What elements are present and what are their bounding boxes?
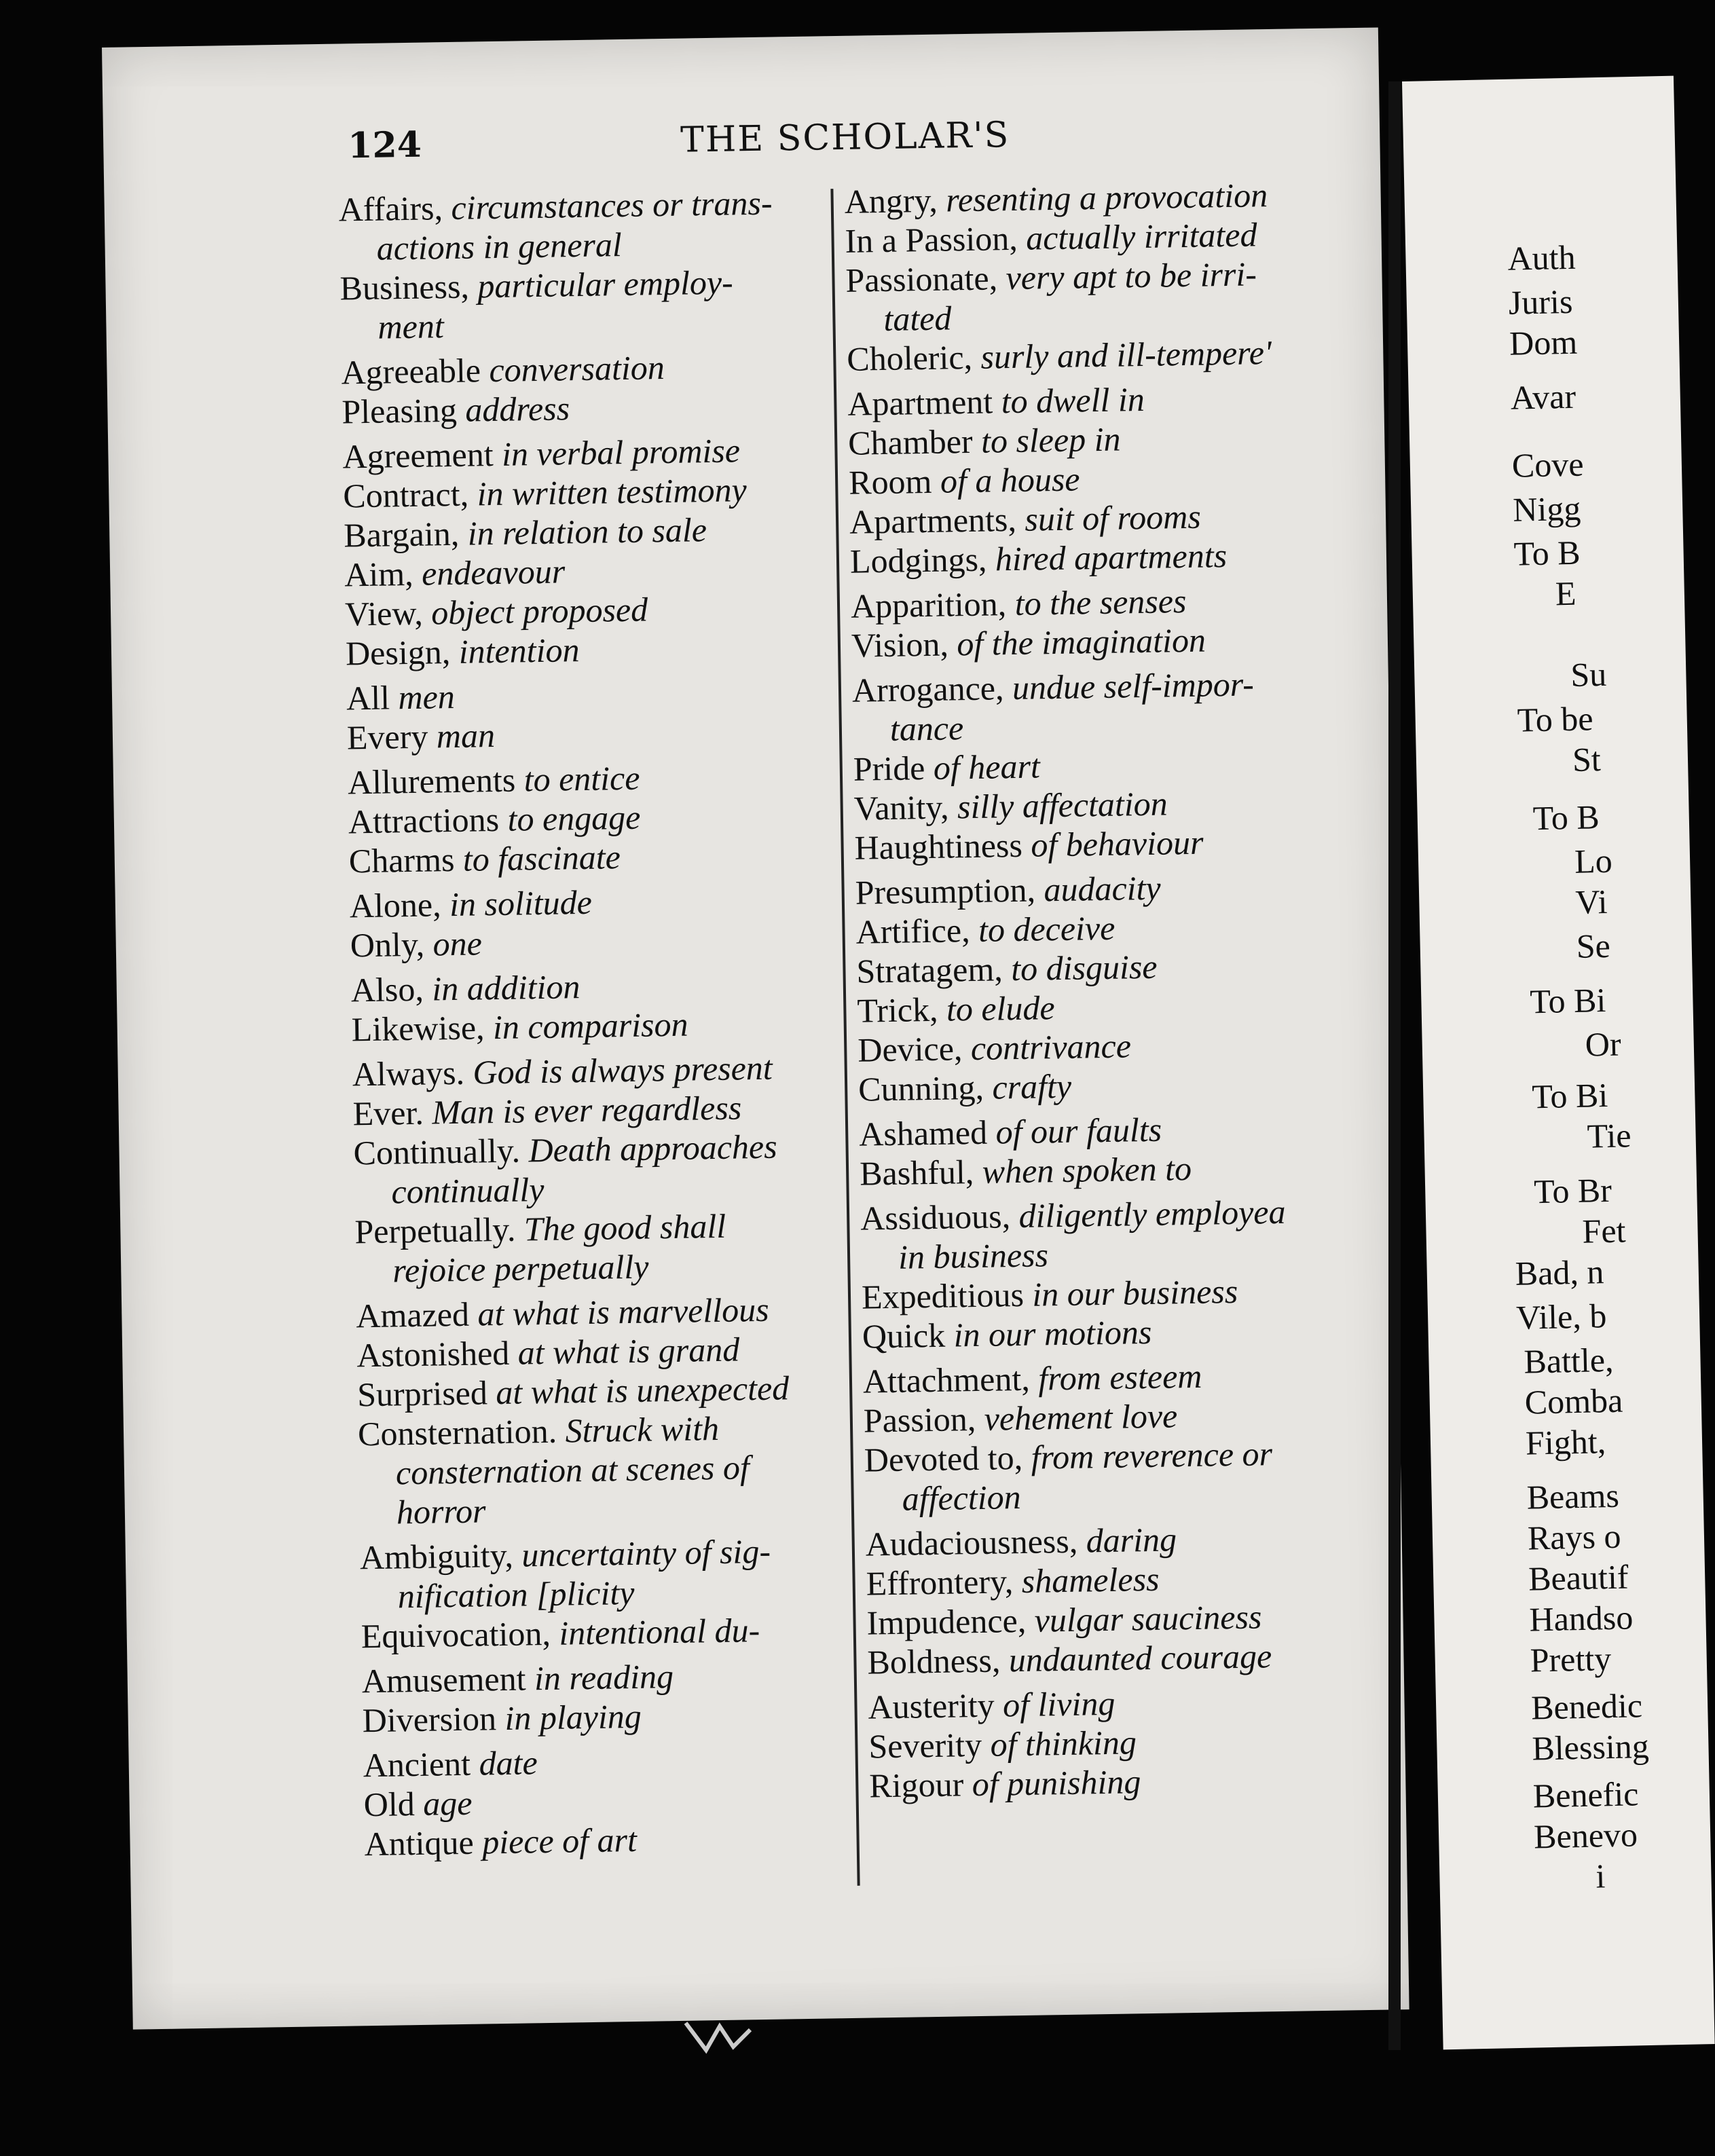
entry-line [858, 1060, 1443, 1109]
entry-gloss: contrivance [961, 1026, 1132, 1068]
scratch-mark-icon [679, 2009, 760, 2057]
entry-continuation: tated [883, 299, 952, 338]
entry-gloss: conversation [480, 348, 665, 390]
entry-headword: Amusement [361, 1659, 526, 1700]
entry-headword: Passionate, [845, 259, 998, 299]
entry-headword: Affairs, [338, 189, 443, 229]
entry-headword: Business, [339, 267, 470, 308]
entry-gloss: piece of art [473, 1820, 638, 1861]
entry-headword: Design, [345, 633, 451, 673]
entry-headword: Audaciousness, [865, 1521, 1078, 1563]
entry-line [851, 616, 1436, 665]
facing-page-fragment: To Bi [1529, 981, 1606, 1021]
entry-gloss: of the imagination [948, 620, 1206, 663]
facing-page-fragment: i [1595, 1857, 1606, 1895]
right-column [844, 172, 1453, 1805]
facing-page-fragment: To B [1513, 533, 1581, 573]
facing-page-fragment: Avar [1510, 377, 1576, 417]
entry-headword: Continually. [353, 1131, 521, 1172]
facing-page-fragment: Lo [1574, 841, 1613, 880]
entry-gloss: at what is marvellous [468, 1290, 770, 1333]
facing-page-fragment: Beautif [1528, 1557, 1629, 1598]
entry-continuation: continually [391, 1170, 545, 1211]
entry-gloss: in solitude [441, 882, 593, 924]
entry-headword: Expeditious [861, 1275, 1025, 1316]
entry-line [867, 1633, 1452, 1682]
entry-gloss: vehement love [975, 1396, 1178, 1438]
entry-gloss: uncertainty of sig- [513, 1531, 771, 1574]
entry-gloss: in playing [496, 1696, 642, 1738]
book-page [102, 27, 1409, 2029]
entry-gloss: particular employ- [468, 263, 734, 305]
entry-continuation: rejoice perpetually [392, 1247, 649, 1290]
entry-gloss: one [424, 924, 483, 963]
facing-page-fragment: To Bi [1531, 1075, 1608, 1116]
entry-headword: Lodgings, [849, 540, 987, 580]
entry-headword: Passion, [863, 1400, 976, 1440]
entry-headword: Arrogance, [851, 669, 1004, 709]
entry-headword: Austerity [868, 1686, 995, 1726]
entry-gloss: suit of rooms [1016, 497, 1202, 538]
book-gutter [1388, 81, 1401, 2050]
entry-line [869, 1757, 1454, 1806]
entry-gloss: circumstances or trans- [442, 183, 773, 227]
entry-line [346, 625, 930, 673]
entry-gloss: to engage [498, 798, 641, 838]
entry-gloss: in comparison [484, 1005, 688, 1047]
entry-headword: Cunning, [858, 1068, 984, 1109]
facing-page-fragment: Cove [1511, 445, 1584, 485]
entry-headword: Presumption, [855, 870, 1036, 912]
facing-page-fragment: Tie [1587, 1116, 1632, 1155]
entry-headword: Ancient [363, 1744, 471, 1785]
entry-line [862, 1307, 1447, 1356]
entry-gloss: to dwell in [992, 379, 1145, 421]
entry-headword: Antique [364, 1823, 475, 1863]
facing-page-fragment: Bad, n [1515, 1252, 1604, 1293]
entry-headword: Old [363, 1785, 416, 1824]
entry-headword: Diversion [362, 1699, 497, 1740]
entry-headword: Alone, [349, 885, 442, 925]
entry-gloss: of living [994, 1684, 1115, 1724]
entry-gloss: crafty [983, 1066, 1072, 1107]
entry-gloss: to disguise [1002, 947, 1158, 988]
facing-page-fragment: Auth [1507, 238, 1576, 278]
entry-gloss: to entice [515, 758, 640, 799]
entry-headword: Impudence, [866, 1601, 1027, 1642]
entry-line [342, 383, 926, 432]
entry-headword: Perpetually. [354, 1210, 516, 1251]
entry-headword: Vanity, [853, 787, 949, 828]
entry-line [348, 832, 933, 881]
entry-headword: Severity [868, 1725, 982, 1766]
entry-continuation: consternation at scenes of [395, 1448, 750, 1492]
entry-headword: Amazed [355, 1295, 470, 1335]
facing-page-fragment: Pretty [1530, 1639, 1612, 1679]
running-head: THE SCHOLAR'S [680, 115, 1010, 161]
entry-line [350, 916, 934, 965]
entry-gloss: surly and ill-tempere' [972, 333, 1272, 376]
entry-headword: Consternation. [357, 1411, 557, 1453]
facing-page-fragment: Se [1576, 926, 1611, 965]
facing-page-fragment: Dom [1509, 322, 1578, 363]
facing-page-fragment: Su [1570, 654, 1607, 694]
entry-continuation: tance [889, 709, 964, 748]
entry-gloss: in relation to sale [458, 510, 707, 553]
entry-gloss: from esteem [1029, 1356, 1202, 1398]
entry-headword: Agreement [342, 435, 494, 476]
entry-gloss: vulgar sauciness [1025, 1597, 1262, 1639]
facing-page-fragment: E [1555, 574, 1576, 613]
entry-gloss: address [456, 389, 570, 429]
entry-line [340, 299, 925, 348]
entry-gloss: man [427, 716, 496, 756]
entry-headword: Assiduous, [860, 1197, 1011, 1238]
entry-headword: Devoted to, [864, 1438, 1023, 1479]
entry-headword: Every [346, 717, 428, 757]
entry-headword: Attachment, [862, 1359, 1031, 1400]
entry-gloss: in reading [525, 1657, 674, 1698]
entry-headword: Also, [350, 969, 424, 1009]
entry-headword: Effrontery, [866, 1562, 1014, 1603]
entry-continuation: affection [902, 1478, 1022, 1518]
entry-headword: Always. [352, 1053, 465, 1094]
entry-gloss: actually irritated [1017, 215, 1257, 257]
entry-headword: Only, [350, 925, 425, 965]
facing-page-fragment: Fet [1581, 1211, 1627, 1250]
entry-continuation: actions in general [376, 225, 623, 267]
entry-headword: Allurements [347, 760, 516, 802]
entry-headword: View, [344, 593, 424, 633]
facing-page [1402, 76, 1715, 2050]
entry-gloss: of punishing [963, 1762, 1141, 1804]
entry-gloss: object proposed [422, 590, 648, 632]
entry-line [361, 1607, 945, 1656]
entry-line [864, 1470, 1449, 1519]
facing-page-fragment: Juris [1508, 282, 1573, 322]
facing-page-fragment: Handso [1528, 1598, 1634, 1639]
entry-headword: Trick, [856, 990, 938, 1030]
entry-headword: Contract, [342, 475, 469, 515]
entry-headword: Pleasing [342, 390, 458, 431]
entry-headword: Apartments, [849, 500, 1017, 541]
entry-gloss: of behaviour [1022, 823, 1204, 864]
entry-line [860, 1145, 1444, 1193]
entry-headword: Pride [853, 749, 925, 788]
entry-headword: Ashamed [858, 1113, 988, 1153]
facing-page-fragment: To Br [1533, 1170, 1612, 1211]
entry-headword: Haughtiness [854, 825, 1023, 867]
entry-continuation: ment [377, 307, 445, 346]
entry-headword: Surprised [356, 1373, 488, 1414]
entry-headword: Likewise, [351, 1008, 485, 1049]
facing-page-fragment: Vi [1574, 882, 1608, 921]
entry-gloss: audacity [1035, 868, 1162, 909]
facing-page-fragment: Nigg [1512, 489, 1581, 529]
entry-gloss: in addition [423, 967, 580, 1008]
entry-gloss: God is always present [464, 1048, 773, 1092]
entry-gloss: undue self-impor- [1003, 665, 1255, 707]
facing-page-fragment: Comba [1524, 1381, 1623, 1421]
entry-line [364, 1815, 948, 1864]
entry-headword: Bargain, [343, 514, 460, 555]
entry-line [347, 709, 932, 758]
entry-gloss: to sleep in [972, 420, 1121, 460]
facing-page-fragment: Vile, b [1515, 1297, 1607, 1337]
entry-gloss: age [414, 1783, 473, 1823]
facing-page-fragment: To B [1532, 798, 1600, 838]
entry-headword: Charms [348, 840, 455, 880]
entry-gloss: to elude [937, 988, 1056, 1028]
entry-continuation: nification [plicity [397, 1573, 635, 1616]
facing-page-fragment: Blessing [1531, 1726, 1650, 1768]
entry-headword: Astonished [356, 1333, 510, 1375]
entry-gloss: at what is unexpected [487, 1369, 790, 1412]
entry-line [358, 1484, 943, 1533]
entry-gloss: undaunted courage [999, 1637, 1272, 1679]
entry-continuation: in business [898, 1235, 1049, 1276]
entry-headword: Angry, [844, 181, 938, 221]
entry-gloss: to fascinate [454, 838, 621, 878]
entry-headword: Stratagem, [856, 950, 1003, 990]
entry-headword: Boldness, [867, 1641, 1001, 1681]
entry-headword: Apparition, [850, 584, 1007, 625]
entry-line [355, 1242, 940, 1291]
entry-gloss: of a house [931, 460, 1080, 500]
facing-page-fragment: Or [1585, 1024, 1622, 1064]
facing-page-fragment: Benedic [1530, 1686, 1643, 1727]
entry-gloss: shameless [1012, 1559, 1160, 1601]
facing-page-fragment: To be [1517, 699, 1594, 739]
facing-page-fragment: Battle, [1523, 1340, 1615, 1381]
entry-gloss: at what is grand [509, 1330, 740, 1372]
entry-headword: All [346, 678, 390, 718]
entry-gloss: to the senses [1006, 582, 1187, 623]
entry-headword: Ambiguity, [359, 1536, 514, 1577]
entry-line [362, 1692, 946, 1741]
entry-headword: Attractions [348, 800, 500, 841]
entry-gloss: endeavour [413, 552, 566, 593]
entry-gloss: Death approaches [519, 1127, 778, 1170]
entry-gloss: intention [449, 631, 580, 671]
entry-gloss: intentional du- [550, 1611, 760, 1652]
entry-headword: In a Passion, [845, 219, 1018, 260]
entry-gloss: silly affectation [948, 784, 1168, 826]
facing-page-fragment: Fight, [1525, 1422, 1606, 1462]
entry-gloss: very apt to be irri- [997, 255, 1257, 297]
entry-gloss: Struck with [556, 1409, 720, 1450]
entry-gloss: hired apartments [986, 536, 1228, 578]
entry-gloss: diligently employea [1010, 1192, 1286, 1235]
entry-gloss: in verbal promise [493, 431, 741, 474]
entry-gloss: resenting a provocation [937, 176, 1268, 219]
entry-headword: Apartment [847, 382, 993, 423]
entry-headword: Bashful, [859, 1153, 974, 1193]
entry-headword: Quick [862, 1316, 946, 1356]
facing-page-fragment: Rays o [1527, 1517, 1622, 1557]
entry-headword: Artifice, [855, 911, 970, 951]
entry-gloss: to deceive [970, 908, 1115, 950]
entry-gloss: men [389, 677, 456, 717]
entry-headword: Chamber [847, 422, 973, 462]
entry-headword: Aim, [344, 554, 414, 594]
entry-headword: Agreeable [341, 351, 481, 392]
entry-headword: Device, [857, 1029, 963, 1069]
entry-gloss: Man is ever regardless [423, 1088, 742, 1132]
entry-gloss: in our business [1023, 1271, 1238, 1314]
page-number: 124 [347, 124, 422, 167]
entry-line [850, 532, 1435, 581]
entry-headword: Vision, [851, 625, 949, 665]
entry-line [847, 330, 1431, 379]
entry-gloss: of our faults [986, 1110, 1162, 1151]
entry-line [351, 1001, 936, 1049]
entry-gloss: in written testimony [468, 470, 748, 513]
entry-headword: Rigour [868, 1765, 964, 1805]
entry-gloss: daring [1077, 1520, 1177, 1560]
entry-continuation: horror [396, 1491, 486, 1531]
entry-gloss: The good shall [515, 1206, 726, 1248]
entry-headword: Choleric, [846, 337, 973, 378]
entry-headword: Ever. [352, 1093, 424, 1133]
facing-page-fragment: Benefic [1532, 1774, 1639, 1815]
entry-headword: Room [848, 462, 932, 502]
entry-line [854, 819, 1439, 868]
facing-page-fragment: St [1572, 740, 1602, 779]
entry-headword: Equivocation, [361, 1614, 551, 1656]
entry-gloss: date [470, 1743, 538, 1783]
entry-gloss: of thinking [981, 1723, 1137, 1764]
entry-gloss: of heart [924, 747, 1041, 787]
entry-gloss: in our motions [944, 1312, 1152, 1354]
entry-gloss: from reverence or [1022, 1434, 1273, 1476]
facing-page-fragment: Benevo [1533, 1815, 1638, 1856]
entry-gloss: when spoken to [973, 1149, 1192, 1191]
facing-page-fragment: Beams [1526, 1476, 1620, 1517]
